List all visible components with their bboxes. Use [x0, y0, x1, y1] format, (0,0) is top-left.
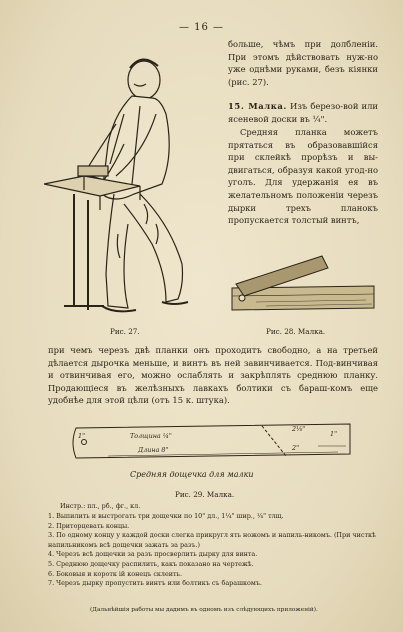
dimension-right-top: 2⅛" [292, 425, 306, 433]
body-paragraph: при чемъ черезъ двѣ планки онъ проходитъ свободно, а на третьей дѣлается дырочка меньше, и винтъ въ ней завинчивается. Под-винчивая и отвинчивая его, можно ослаблять и закрѣплять среднюю планку. Продающіеся въ желѣзныхъ лавкахъ болтики съ бараш-комъ еще удобнѣе для этой цѣли (отъ 15 к. штука). [48, 345, 378, 406]
step-item: 7. Черезъ дырку пропустить винтъ или болтикъ съ барашкомъ. [48, 579, 262, 588]
label-thickness: Толщина ¼" [130, 432, 172, 440]
figure-27-illustration [44, 44, 224, 324]
figure-29-caption: Рис. 29. Малка. [175, 490, 235, 499]
right-column-paragraph-2: Средняя планка можетъ прятаться въ образовавшійся при склейкѣ прорѣзъ и вы-двигаться, образуя какой угод-но уголъ. Для удержанія ея въ желательномъ положеніи черезъ дырки трехъ планокъ пропускается толстый винтъ, [228, 127, 378, 226]
section-heading: 15. Малка. [228, 101, 287, 111]
step-item: 5. Среднюю дощечку распилить, какъ показано на чертежѣ. [48, 559, 254, 568]
label-length: Длина 8" [138, 446, 169, 454]
figure-28-bevel-illustration [226, 250, 376, 324]
handwritten-caption: Средняя дощечка для малки [130, 470, 254, 479]
figure-28-caption: Рис. 28. Малка. [266, 327, 326, 336]
step-item: 1. Выпилить и выстрогать три дощечки по 10" дл., 1¼" шир., ¼" тлщ. [48, 512, 284, 520]
step-item: 4. Черезъ всѣ дощечки за разъ просверлить дырку для винта. [48, 550, 258, 559]
section-heading-rest: Изъ березо-вой или ясеневой доски въ ¼". [228, 101, 379, 124]
dimension-end: 1" [330, 430, 338, 438]
page-number: — 16 — [178, 22, 225, 33]
dimension-right-mid: 2" [292, 444, 300, 452]
right-column-paragraph-1: больше, чѣмъ при долбленіи. При этомъ дѣйствовать нуж-но уже однѣми руками, безъ кіянки (рис. 27). [228, 39, 378, 87]
tools-line: Инстр.: пл., рб., фг., кл. [60, 502, 141, 510]
dimension-left: 1" [78, 432, 86, 440]
step-item: 3. По одному концу у каждой доски слегка прикругл ять ножомъ и напиль-никомъ. (При чисткѣ напильникомъ всѣ дощечки зажать за разъ.) [48, 531, 376, 549]
step-item: 2. Приторцевать концы. [48, 521, 130, 530]
section-heading-block [228, 100, 378, 125]
figure-27-caption: Рис. 27. [110, 327, 140, 336]
step-item: 6. Боковыя и коротк ій конецъ склеить. [48, 569, 183, 578]
steps-list [48, 512, 378, 589]
footnote: (Дальнѣйшія работы мы дадимъ въ одномъ изъ слѣдующихъ приложеній). [90, 607, 318, 613]
